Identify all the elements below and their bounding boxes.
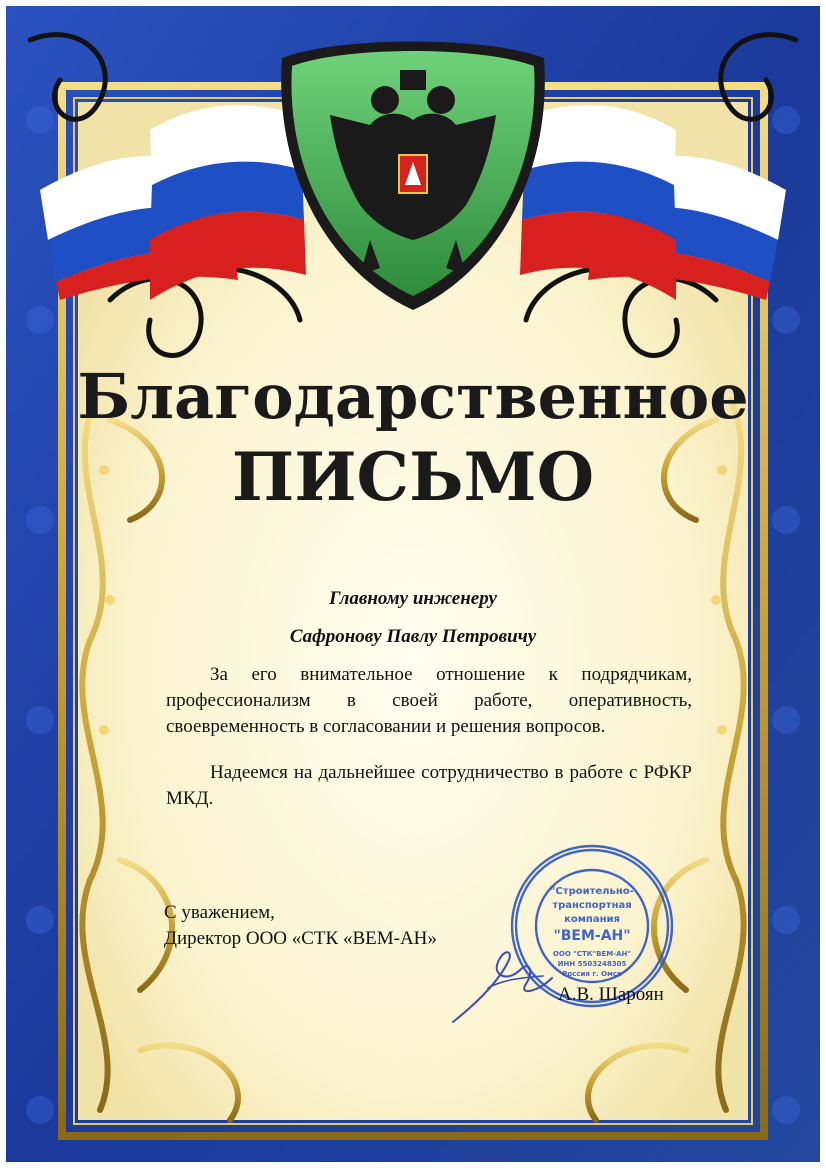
certificate-title: Благодарственное	[77, 360, 749, 433]
handwritten-signature	[448, 942, 558, 1028]
body-paragraph-2: Надеемся на дальнейшее сотрудничество в работе с РФКР МКД.	[166, 762, 692, 809]
stamp-center-line4: "ВЕМ-АН"	[553, 928, 631, 944]
stamp-center-line3: компания	[564, 914, 620, 925]
stamp-inner-line2: ИНН 5503248305	[557, 960, 627, 968]
stamp-inner-line1: ООО "СТК"ВЕМ-АН"	[552, 950, 632, 958]
stamp-inner-line3: Россия г. Омск	[562, 970, 622, 978]
addressee-name: Сафронову Павлу Петровичу	[289, 626, 537, 647]
signer-position: Директор ООО «СТК «ВЕМ-АН»	[164, 928, 437, 949]
signer-name: А.В. Шароян	[558, 984, 664, 1005]
stamp-center-line1: "Строительно-	[550, 886, 634, 897]
body-paragraph-1: За его внимательное отношение к подрядчикам, профессионализм в своей работе, оперативность, своевременность в согласовании и решения вопросов.	[166, 664, 692, 737]
closing-text: С уважением,	[164, 902, 275, 923]
addressee-position: Главному инженеру	[329, 588, 497, 609]
stamp-center-line2: транспортная	[552, 900, 632, 911]
certificate-subtitle: ПИСЬМО	[231, 438, 595, 516]
